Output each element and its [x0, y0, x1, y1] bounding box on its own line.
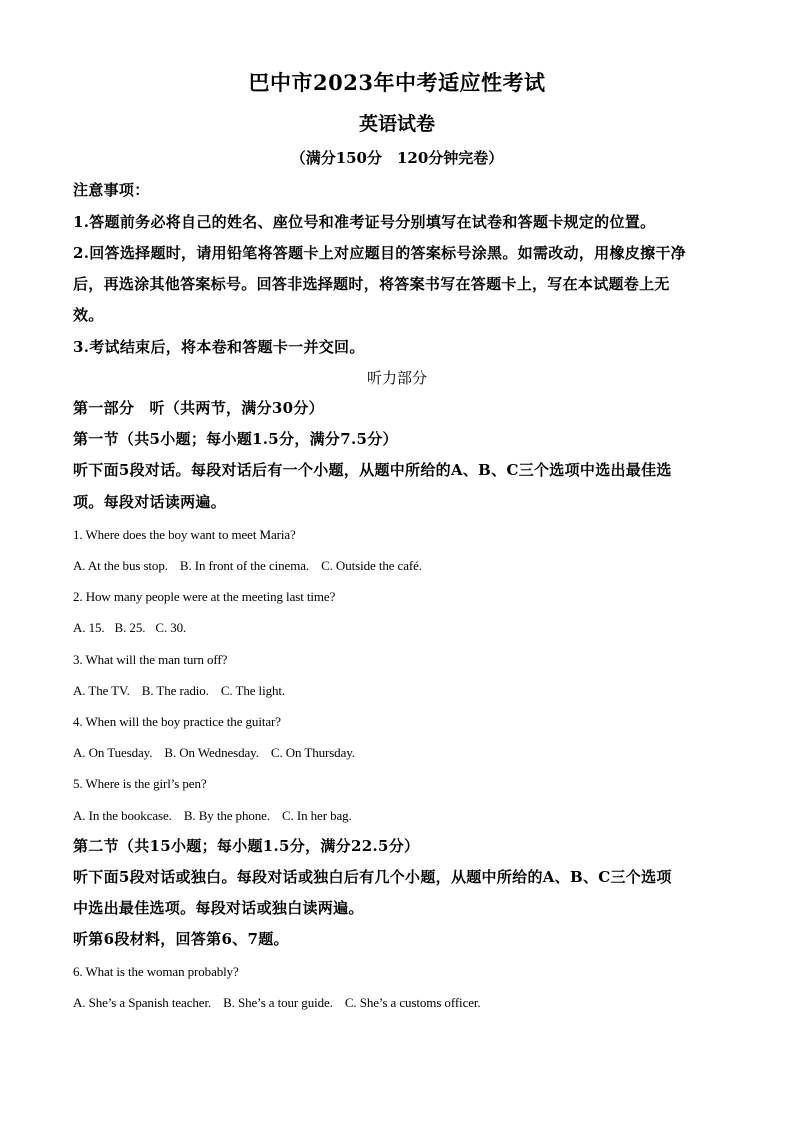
question-5: 5. Where is the girl’s pen?: [73, 776, 207, 791]
question-4-option-b: B. On Wednesday.: [164, 745, 259, 760]
part-1-heading: 第一部分 听（共两节，满分30分）: [73, 399, 324, 417]
question-6-option-b: B. She’s a tour guide.: [223, 995, 333, 1010]
section-2-instruction-line-2: 中选出最佳选项。每段对话或独白读两遍。: [73, 899, 364, 917]
question-1-options: [73, 559, 422, 572]
question-5-options: [73, 809, 352, 822]
score-info: （满分150分 120分钟完卷）: [290, 149, 504, 167]
question-3-option-b: B. The radio.: [141, 683, 209, 698]
section-2-heading: 第二节（共15小题；每小题1.5分，满分22.5分）: [73, 837, 420, 855]
question-2: 2. How many people were at the meeting last time?: [73, 589, 336, 604]
exam-subtitle: 英语试卷: [358, 113, 435, 135]
section-1-instruction-line-2: 项。每段对话读两遍。: [73, 493, 227, 511]
question-6-option-c: C. She’s a customs officer.: [344, 995, 481, 1010]
exam-title: 巴中市2023年中考适应性考试: [248, 70, 546, 95]
question-6-option-a: A. She’s a Spanish teacher.: [73, 995, 212, 1010]
section-2-instruction-line-1: 听下面5段对话或独白。每段对话或独白后有几个小题，从题中所给的A、B、C三个选项: [73, 868, 672, 886]
question-4-option-c: C. On Thursday.: [270, 745, 355, 760]
question-4-option-a: A. On Tuesday.: [73, 745, 153, 760]
section-1-instruction-line-1: 听下面5段对话。每段对话后有一个小题，从题中所给的A、B、C三个选项中选出最佳选: [73, 461, 672, 479]
note-item-3: 3.考试结束后，将本卷和答题卡一并交回。: [73, 338, 365, 356]
question-3: 3. What will the man turn off?: [73, 652, 228, 667]
notes-heading: 注意事项：: [73, 181, 150, 199]
note-item-1: 1.答题前务必将自己的姓名、座位号和准考证号分别填写在试卷和答题卡规定的位置。: [73, 213, 656, 231]
question-4-options: [73, 746, 355, 759]
question-3-option-c: C. The light.: [220, 683, 286, 698]
question-3-option-a: A. The TV.: [73, 683, 130, 698]
material-6-heading: 听第6段材料，回答第6、7题。: [73, 930, 289, 948]
question-2-options: [73, 621, 186, 634]
note-item-2-line-2: 后，再选涂其他答案标号。回答非选择题时，将答案书写在答题卡上，写在本试题卷上无: [73, 275, 670, 293]
question-5-option-b: B. By the phone.: [183, 808, 270, 823]
question-2-option-b: B. 25.: [114, 620, 146, 635]
question-1-option-c: C. Outside the café.: [321, 558, 422, 573]
listening-section-title: 听力部分: [366, 369, 427, 387]
note-item-2-line-1: 2.回答选择题时，请用铅笔将答题卡上对应题目的答案标号涂黑。如需改动，用橡皮擦干净: [73, 244, 686, 262]
note-item-2-line-3: 效。: [73, 306, 104, 324]
question-5-option-a: A. In the bookcase.: [73, 808, 172, 823]
question-1-option-b: B. In front of the cinema.: [179, 558, 310, 573]
question-5-option-c: C. In her bag.: [281, 808, 352, 823]
question-1: 1. Where does the boy want to meet Maria?: [73, 527, 296, 542]
question-4: 4. When will the boy practice the guitar?: [73, 714, 281, 729]
question-2-option-c: C. 30.: [155, 620, 187, 635]
question-6: 6. What is the woman probably?: [73, 964, 239, 979]
question-1-option-a: A. At the bus stop.: [73, 558, 168, 573]
question-3-options: [73, 684, 285, 697]
question-2-option-a: A. 15.: [73, 620, 105, 635]
question-6-options: [73, 996, 481, 1009]
section-1-heading: 第一节（共5小题；每小题1.5分，满分7.5分）: [73, 430, 398, 448]
